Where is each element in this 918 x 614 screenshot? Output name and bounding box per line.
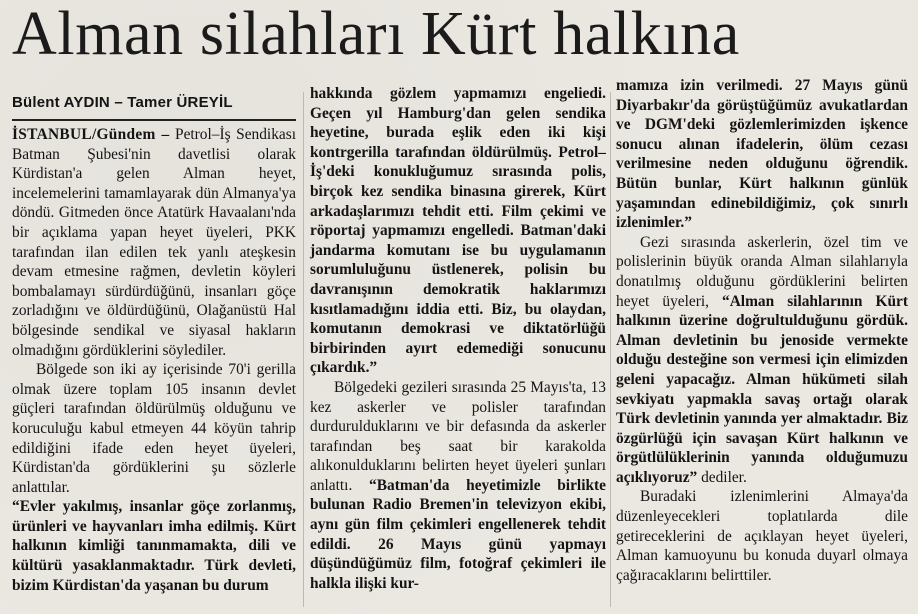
paragraph — [310, 378, 606, 594]
headline: Alman silahları Kürt halkına — [12, 0, 740, 68]
quote-text: “Alman silahlarının Kürt halkının üzerine doğrultulduğunu gördük. Alman devletinin bu jenoside vermekte olduğu desteğine son vermesi için elimizden geleni yapacağız. Alman hükümeti silah sevkiyatı yapmakla savaş ortağı olarak Türk devletinin yanında yer almaktadır. Biz özgürlüğü için savaşan Kürt halkının ve örgütlülüklerinin yanında olduğumuzu açıklıyoruz” — [616, 292, 908, 486]
paragraph: Buradaki izlenimlerini Almaya'da düzenleyecekleri toplatılarda dile getireceklerini de açıklayan heyet üyeleri, Alman kamuoyunu bu konuda duyarl olmaya çağıracaklarını belirttiler. — [616, 488, 908, 584]
column-divider — [610, 92, 611, 607]
paragraph-text: dediler. — [697, 468, 747, 486]
byline: Bülent AYDIN – Tamer ÜREYİL — [12, 92, 296, 121]
paragraph — [616, 233, 908, 488]
paragraph-text: Gezi sırasında askerlerin, özel tim ve polislerinin büyük oranda Alman silahlarıyla donatılmış olduğunu gördüklerini belirten heyet üyeleri, — [616, 233, 908, 310]
article-column-1 — [12, 90, 296, 595]
quote-paragraph: mamıza izin verilmedi. 27 Mayıs günü Diyarbakır'da görüştüğümüz avukatlardan ve DGM'deki gözlemlerimizden işkence sonucu alınan ifadelerin, ölüm cezası verilmesine neden olduğunu öğrendik. Bütün bunlar, Kürt halkının günlük yaşamından edinebildiğimiz, çok sınırlı izlenimler.” — [616, 77, 908, 232]
paragraph-text: Bölgedeki gezileri sırasında 25 Mayıs'ta, 13 kez askerler ve polisler tarafından durdurulduklarını ve bir defasında da askerler tarafından beş saat bir karakolda alıkonulduklarını belirten heyet üyeleri şunları anlattı. — [310, 378, 606, 494]
paragraph-text: Petrol–İş Sendikası Batman Şubesi'nin davetlisi olarak Kürdistan'a gelen Alman heyet, incelemelerini tamamlayarak dün Almanya'ya döndü. Gitmeden önce Atatürk Havaalanı'nda bir açıklama yapan heyet üyeleri, PKK tarafından ilan edilen tek yanlı ateşkesin devam etmesine rağmen, devletin köyleri bombalamayı sürdürdüğünü, insanları göçe zorladığını ve öldürdüğünü, Olağanüstü Hal bölgesinde sendikal ve siyasal hakların olmadığını gördüklerini söylediler. — [12, 126, 296, 359]
quote-text: “Batman'da heyetimizle birlikte bulunan Radio Bremen'in televizyon ekibi, aynı gün film çekimleri engellenerek tehdit edildi. 26 Mayıs günü yapmayı düşündüğümüz film, fotoğraf çekimleri ile halkla ilişki kur- — [310, 476, 606, 592]
paragraph: Bölgede son iki ay içerisinde 70'i gerilla olmak üzere toplam 105 insanın devlet güçleri tarafından öldürülmüş olduğunu ve koruculuğu kabul etmeyen 44 köyün tahrip edildiğini ifade eden heyet üyeleri, Kürdistan'da gördüklerini şu sözlerle anlattılar. — [12, 361, 296, 496]
article-column-2 — [310, 84, 606, 593]
column-divider — [303, 92, 304, 607]
quote-paragraph: hakkında gözlem yapmamızı engeliedi. Geçen yıl Hamburg'dan gelen sendika heyetine, burada eşlik eden iki kişi kontrgerilla tarafından öldürülmüş. Petrol–İş'deki konukluğumuz sırasında polis, birçok kez sendika binasına girerek, Kürt arkadaşlarımızı tehdit etti. Film çekimi ve röportaj yapmamızı engelledi. Batman'daki jandarma komutanı ise bu uygulamanın sorumluluğunu üstlenerek, polisin bu davranışının demokratik haklarımızı kısıtlamadığını iddia etti. Biz, bu olaydan, komutanın demokrasi ve diktatörlüğü birbirinden ayırt edemediği sonucunu çıkardık.” — [310, 85, 606, 377]
dateline: İSTANBUL/Gündem – — [12, 126, 170, 143]
quote-paragraph: “Evler yakılmış, insanlar göçe zorlanmış, ürünleri ve hayvanları imha edilmiş. Kürt halkının kimliği tanınmamakta, dili ve kültürü yasaklanmaktadır. Türk devleti, bizim Kürdistan'da yaşanan bu durum — [12, 498, 296, 594]
article-column-3 — [616, 76, 908, 585]
lead-paragraph — [12, 125, 296, 360]
